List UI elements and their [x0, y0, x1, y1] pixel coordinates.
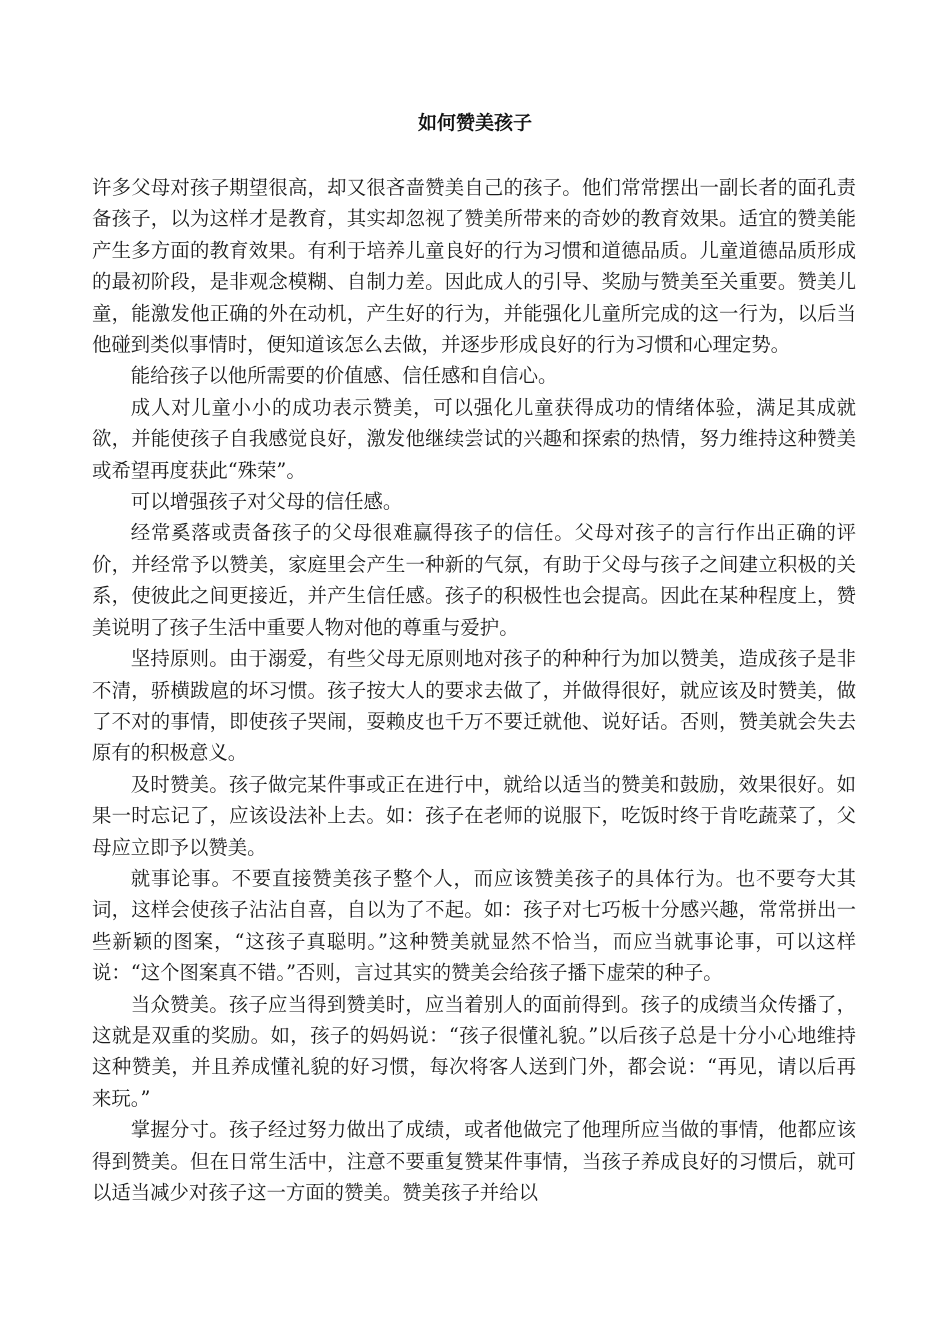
paragraph: 能给孩子以他所需要的价值感、信任感和自信心。: [130, 364, 558, 388]
paragraph: 当众赞美。孩子应当得到赞美时，应当着别人的面前得到。孩子的成绩当众传播了，这就是双重的奖励。如，孩子的妈妈说：“孩子很懂礼貌。”以后孩子总是十分小心地维持这种赞美，并且养成懂礼貌的好习惯，每次将客人送到门外，都会说：“再见，请以后再来玩。”: [92, 992, 856, 1110]
paragraph: 掌握分寸。孩子经过努力做出了成绩，或者他做完了他理所应当做的事情，他都应该得到赞美。但在日常生活中，注意不要重复赞某件事情，当孩子养成良好的习惯后，就可以适当减少对孩子这一方面的赞美。赞美孩子并给以: [92, 1118, 856, 1204]
document-body: [92, 172, 856, 1208]
paragraph: 及时赞美。孩子做完某件事或正在进行中，就给以适当的赞美和鼓励，效果很好。如果一时忘记了，应该设法补上去。如：孩子在老师的说服下，吃饭时终于肯吃蔬菜了，父母应立即予以赞美。: [92, 772, 856, 859]
document-title: 如何赞美孩子: [417, 112, 532, 134]
paragraph: 成人对儿童小小的成功表示赞美，可以强化儿童获得成功的情绪体验，满足其成就欲，并能使孩子自我感觉良好，激发他继续尝试的兴趣和探索的热情，努力维持这种赞美或希望再度获此“殊荣”。: [92, 395, 856, 482]
paragraph: 坚持原则。由于溺爱，有些父母无原则地对孩子的种种行为加以赞美，造成孩子是非不清，骄横跋扈的坏习惯。孩子按大人的要求去做了，并做得很好，就应该及时赞美，做了不对的事情，即使孩子哭闹，耍赖皮也千万不要迁就他、说好话。否则，赞美就会失去原有的积极意义。: [92, 647, 856, 765]
paragraph: 可以增强孩子对父母的信任感。: [130, 490, 403, 514]
paragraph: 就事论事。不要直接赞美孩子整个人，而应该赞美孩子的具体行为。也不要夸大其词，这样会使孩子沾沾自喜，自以为了不起。如：孩子对七巧板十分感兴趣，常常拼出一些新颖的图案，“这孩子真聪明。”这种赞美就显然不恰当，而应当就事论事，可以这样说：“这个图案真不错。”否则，言过其实的赞美会给孩子播下虚荣的种子。: [92, 866, 856, 985]
paragraph: 许多父母对孩子期望很高，却又很吝啬赞美自己的孩子。他们常常摆出一副长者的面孔责备孩子，以为这样才是教育，其实却忽视了赞美所带来的奇妙的教育效果。适宜的赞美能产生多方面的教育效果。有利于培养儿童良好的行为习惯和道德品质。儿童道德品质形成的最初阶段，是非观念模糊、自制力差。因此成人的引导、奖励与赞美至关重要。赞美儿童，能激发他正确的外在动机，产生好的行为，并能强化儿童所完成的这一行为，以后当他碰到类似事情时，便知道该怎么去做，并逐步形成良好的行为习惯和心理定势。: [92, 176, 856, 357]
paragraph: 经常奚落或责备孩子的父母很难赢得孩子的信任。父母对孩子的言行作出正确的评价，并经常予以赞美，家庭里会产生一种新的气氛，有助于父母与孩子之间建立积极的关系，使彼此之间更接近，并产生信任感。孩子的积极性也会提高。因此在某种程度上，赞美说明了孩子生活中重要人物对他的尊重与爱护。: [92, 521, 856, 639]
